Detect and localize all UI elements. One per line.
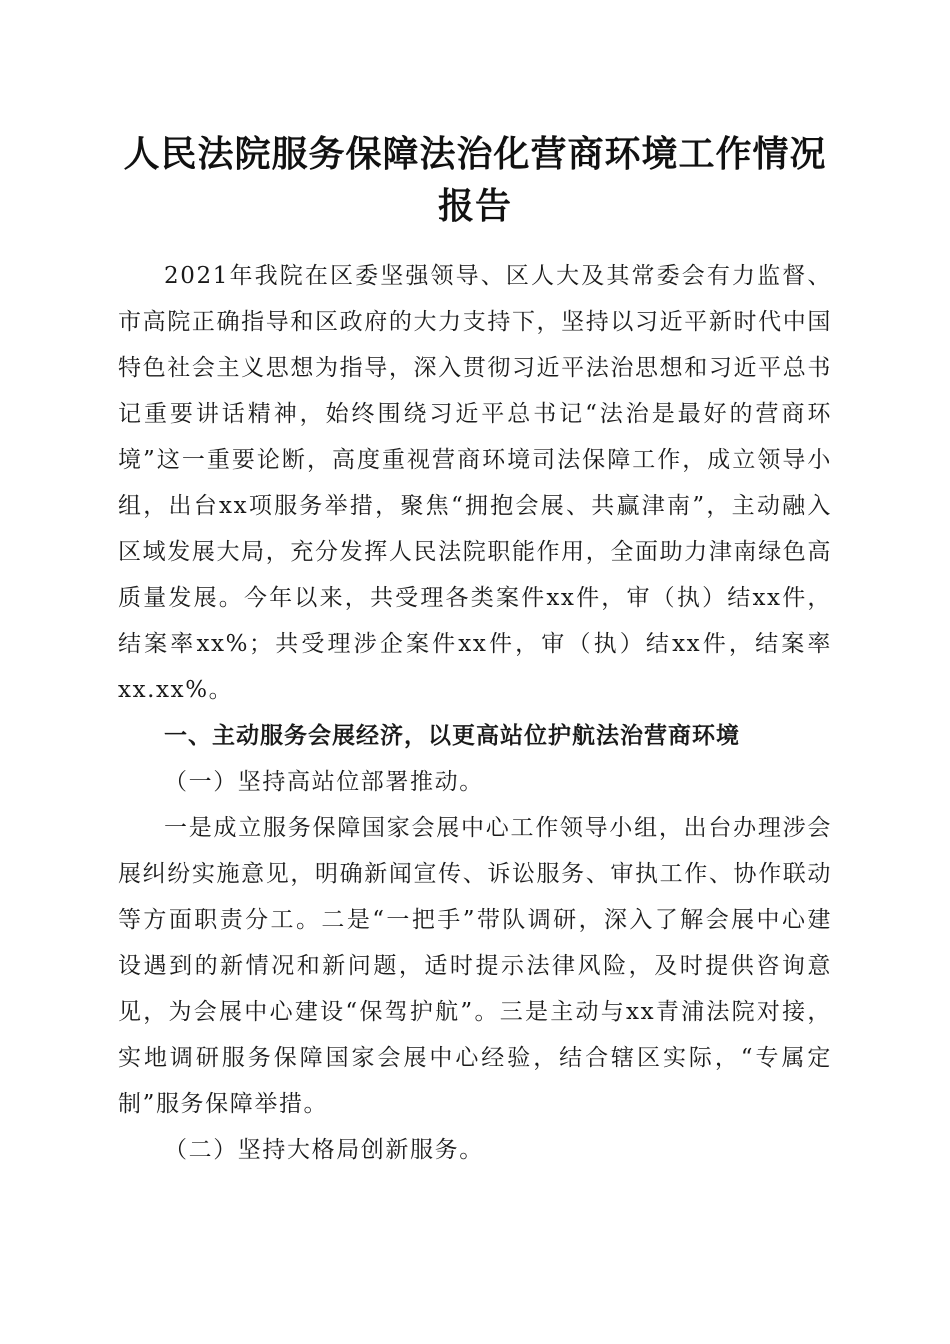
document-title: 人民法院服务保障法治化营商环境工作情况报告 (123, 133, 827, 227)
section-1-paragraph: 一是成立服务保障国家会展中心工作领导小组，出台办理涉会展纠纷实施意见，明确新闻宣传、诉讼服务、审执工作、协作联动等方面职责分工。二是“一把手”带队调研，深入了解会展中心建设遇到的新情况和新问题，适时提示法律风险，及时提供咨询意见，为会展中心建设“保驾护航”。三是主动与xx青浦法院对接，实地调研服务保障国家会展中心经验，结合辖区实际，“专属定制”服务保障举措。 (118, 815, 832, 1117)
intro-paragraph: 2021年我院在区委坚强领导、区人大及其常委会有力监督、市高院正确指导和区政府的大力支持下，坚持以习近平新时代中国特色社会主义思想为指导，深入贯彻习近平法治思想和习近平总书记重要讲话精神，始终围绕习近平总书记“法治是最好的营商环境”这一重要论断，高度重视营商环境司法保障工作，成立领导小组，出台xx项服务举措，聚焦“拥抱会展、共赢津南”，主动融入区域发展大局，充分发挥人民法院职能作用，全面助力津南绿色高质量发展。今年以来，共受理各类案件xx件，审（执）结xx件，结案率xx%；共受理涉企案件xx件，审（执）结xx件，结案率xx.xx%。 (118, 263, 832, 703)
subsection-heading-2: （二）坚持大格局创新服务。 (164, 1137, 484, 1163)
subsection-heading-1: （一）坚持高站位部署推动。 (164, 769, 484, 795)
document-body (118, 253, 832, 1173)
section-heading-1: 一、主动服务会展经济，以更高站位护航法治营商环境 (164, 723, 740, 749)
